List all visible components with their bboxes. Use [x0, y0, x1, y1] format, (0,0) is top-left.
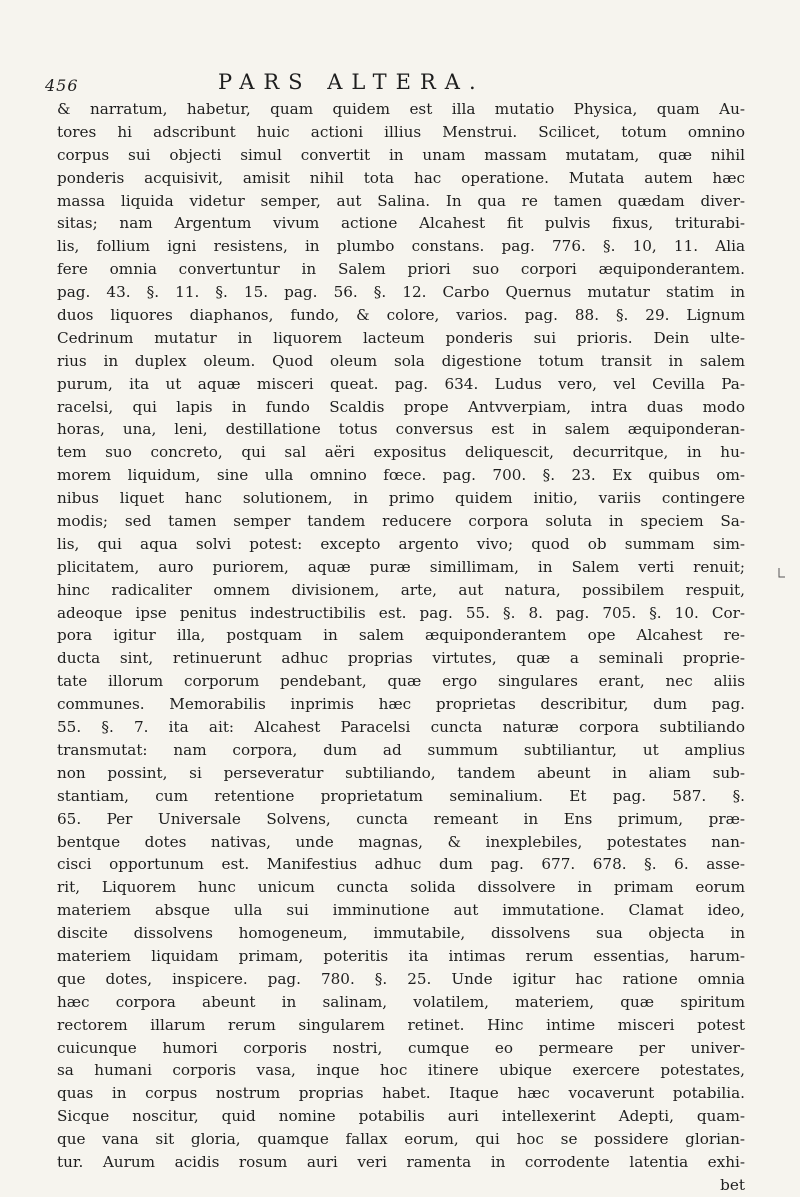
text-line: cuicunque humori corporis nostri, cumque eo permeare per univer- [57, 1038, 745, 1057]
text-line: horas, una, leni, destillatione totus conversus est in salem æquiponderan- [57, 420, 745, 439]
text-line: sitas; nam Argentum vivum actione Alcahest fit pulvis fixus, triturabi- [57, 214, 745, 233]
text-line: transmutat: nam corpora, dum ad summum subtiliantur, ut amplius [57, 740, 745, 759]
text-line: pag. 43. §. 11. §. 15. pag. 56. §. 12. Carbo Quernus mutatur statim in [57, 283, 745, 302]
text-line: racelsi, qui lapis in fundo Scaldis prope Antvverpiam, intra duas modo [57, 397, 745, 416]
margin-mark [778, 568, 786, 578]
text-line: hæc corpora abeunt in salinam, volatilem, materiem, quæ spiritum [57, 992, 745, 1011]
text-line: & narratum, habetur, quam quidem est illa mutatio Physica, quam Au- [57, 100, 745, 118]
text-line: lis, follium igni resistens, in plumbo constans. pag. 776. §. 10, 11. Alia [57, 237, 745, 256]
text-line: pora igitur illa, postquam in salem æquiponderantem ope Alcahest re- [57, 626, 745, 645]
text-line: corpus sui objecti simul convertit in unam massam mutatam, quæ nihil [57, 145, 745, 164]
text-line: materiem liquidam primam, poteritis ita intimas rerum essentias, harum- [57, 946, 745, 965]
text-line: discite dissolvens homogeneum, immutabile, dissolvens sua objecta in [57, 924, 745, 943]
text-line: bentque dotes nativas, unde magnas, & inexplebiles, potestates nan- [57, 832, 745, 851]
text-line: modis; sed tamen semper tandem reducere corpora soluta in speciem Sa- [57, 512, 745, 531]
page-number: 456 [45, 76, 79, 95]
text-line: sa humani corporis vasa, inque hoc itinere ubique exercere potestates, [57, 1061, 745, 1080]
text-line: que dotes, inspicere. pag. 780. §. 25. Unde igitur hac ratione omnia [57, 969, 745, 988]
text-line: fere omnia convertuntur in Salem priori suo corpori æquiponderantem. [57, 260, 745, 279]
text-line: ponderis acquisivit, amisit nihil tota hac operatione. Mutata autem hæc [57, 168, 745, 187]
text-line: tate illorum corporum pendebant, quæ ergo singulares erant, nec aliis [57, 672, 745, 691]
text-line: Sicque noscitur, quid nomine potabilis auri intellexerint Adepti, quam- [57, 1107, 745, 1126]
text-line: hinc radicaliter omnem divisionem, arte, aut natura, possibilem respuit, [57, 580, 745, 599]
text-line: adeoque ipse penitus indestructibilis est. pag. 55. §. 8. pag. 705. §. 10. Cor- [57, 603, 745, 622]
text-line: ducta sint, retinuerunt adhuc proprias virtutes, quæ a seminali proprie- [57, 649, 745, 668]
text-line: tem suo concreto, qui sal aëri expositus deliquescit, decurritque, in hu- [57, 443, 745, 462]
text-line: stantiam, cum retentione proprietatum seminalium. Et pag. 587. §. [57, 786, 745, 805]
text-line: materiem absque ulla sui imminutione aut immutatione. Clamat ideo, [57, 901, 745, 920]
text-line: 55. §. 7. ita ait: Alcahest Paracelsi cuncta naturæ corpora subtiliando [57, 718, 745, 737]
running-head: PARS ALTERA. [218, 70, 485, 94]
text-line: nibus liquet hanc solutionem, in primo quidem initio, variis contingere [57, 489, 745, 508]
body-text [57, 98, 745, 1197]
text-line: morem liquidum, sine ulla omnino fœce. pag. 700. §. 23. Ex quibus om- [57, 466, 745, 485]
text-line: communes. Memorabilis inprimis hæc proprietas describitur, dum pag. [57, 695, 745, 714]
text-line: bet [720, 1175, 745, 1194]
text-line: que vana sit gloria, quamque fallax eorum, qui hoc se possidere glorian- [57, 1130, 745, 1149]
text-line: cisci opportunum est. Manifestius adhuc dum pag. 677. 678. §. 6. asse- [57, 855, 745, 874]
text-line: quas in corpus nostrum proprias habet. Itaque hæc vocaverunt potabilia. [57, 1084, 745, 1103]
text-line: massa liquida videtur semper, aut Salina. In qua re tamen quædam diver- [57, 191, 745, 210]
text-line: lis, qui aqua solvi potest: excepto argento vivo; quod ob summam sim- [57, 534, 745, 553]
text-line: purum, ita ut aquæ misceri queat. pag. 634. Ludus vero, vel Cevilla Pa- [57, 374, 745, 393]
text-line: non possint, si perseveratur subtiliando, tandem abeunt in aliam sub- [57, 763, 745, 782]
text-line: Cedrinum mutatur in liquorem lacteum ponderis sui prioris. Dein ulte- [57, 328, 745, 347]
text-line: 65. Per Universale Solvens, cuncta remeant in Ens primum, præ- [57, 809, 745, 828]
page-header [45, 70, 745, 100]
text-line: rit, Liquorem hunc unicum cuncta solida dissolvere in primam eorum [57, 878, 745, 897]
text-line: tur. Aurum acidis rosum auri veri ramenta in corrodente latentia exhi- [57, 1152, 745, 1171]
text-line: tores hi adscribunt huic actioni illius Menstrui. Scilicet, totum omnino [57, 122, 745, 141]
text-line: plicitatem, auro puriorem, aquæ puræ simillimam, in Salem verti renuit; [57, 557, 745, 576]
text-line: rectorem illarum rerum singularem retinet. Hinc intime misceri potest [57, 1015, 745, 1034]
text-line: rius in duplex oleum. Quod oleum sola digestione totum transit in salem [57, 351, 745, 370]
text-line: duos liquores diaphanos, fundo, & colore, varios. pag. 88. §. 29. Lignum [57, 306, 745, 325]
